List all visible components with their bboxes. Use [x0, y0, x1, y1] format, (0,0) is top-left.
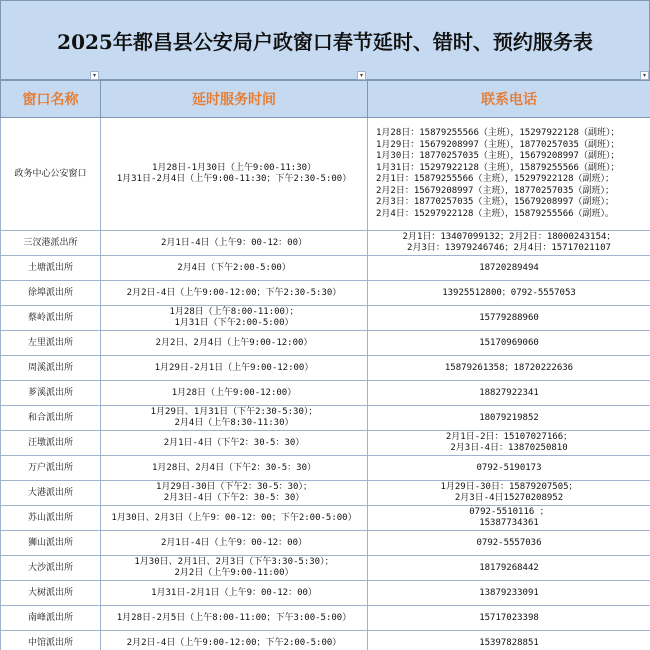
- table-row: [1, 331, 650, 356]
- service-time-cell: 1月28日-1月30日（上午9:00-11:30） 1月31日-2月4日（上午9:00-11:30；下午2:30-5:00）: [101, 118, 368, 231]
- phone-cell: 15717023398: [368, 606, 650, 631]
- table-row: [1, 406, 650, 431]
- phone-cell: [368, 118, 650, 231]
- window-name-cell: 万户派出所: [1, 456, 101, 481]
- schedule-table: [0, 80, 650, 650]
- phone-line: 2月3日：18770257035（主班），15679208997（副班）；: [376, 197, 615, 207]
- service-time-cell: 1月28日（上午9:00-12:00）: [101, 381, 368, 406]
- window-name-cell: 左里派出所: [1, 331, 101, 356]
- service-time-cell: 1月30日、2月1日、2月3日（下午3:30-5:30）； 2月2日（上午9:00-11:00）: [101, 556, 368, 581]
- table-row: [1, 231, 650, 256]
- window-name-cell: 土塘派出所: [1, 256, 101, 281]
- table-header-row: [1, 81, 650, 118]
- table-body: [1, 118, 650, 650]
- phone-cell: 18179268442: [368, 556, 650, 581]
- phone-cell: 2月1日-2日：15107027166； 2月3日-4日：13870250810: [368, 431, 650, 456]
- window-name-cell: 和合派出所: [1, 406, 101, 431]
- phone-cell: 2月1日：13407099132；2月2日：18000243154； 2月3日：13979246746；2月4日：15717021107: [368, 231, 650, 256]
- window-name-cell: 三汊港派出所: [1, 231, 101, 256]
- phone-cell: 0792-5557036: [368, 531, 650, 556]
- table-row: [1, 581, 650, 606]
- window-name-cell: 大树派出所: [1, 581, 101, 606]
- phone-cell: 18827922341: [368, 381, 650, 406]
- service-time-cell: 1月28日、2月4日（下午2：30-5：30）: [101, 456, 368, 481]
- table-row: [1, 556, 650, 581]
- phone-cell: 18720289494: [368, 256, 650, 281]
- phone-line: 2月1日：15879255566（主班），15297922128（副班）；: [376, 174, 615, 184]
- column-header-phone: 联系电话: [368, 81, 650, 118]
- window-name-cell: 狮山派出所: [1, 531, 101, 556]
- phone-cell: 15170969060: [368, 331, 650, 356]
- column-header-window-name: 窗口名称: [1, 81, 101, 118]
- window-name-cell: 南峰派出所: [1, 606, 101, 631]
- table-row: [1, 481, 650, 506]
- page-title: 2025年都昌县公安局户政窗口春节延时、错时、预约服务表: [0, 0, 650, 80]
- phone-cell: 1月29日-30日：15879207505； 2月3日-4日15270208952: [368, 481, 650, 506]
- window-name-cell: 中馆派出所: [1, 631, 101, 650]
- window-name-cell: 苏山派出所: [1, 506, 101, 531]
- table-row: [1, 306, 650, 331]
- phone-line: 1月29日：15679208997（主班），18770257035（副班）；: [376, 139, 620, 150]
- service-time-cell: 2月2日-4日（上午9:00-12:00；下午2:30-5:30）: [101, 281, 368, 306]
- service-time-cell: 2月2日-4日（上午9:00-12:00；下午2:00-5:00）: [101, 631, 368, 650]
- phone-cell: 0792-5510116 ； 15387734361: [368, 506, 650, 531]
- filter-dropdown-icon[interactable]: ▾: [90, 71, 99, 80]
- table-row: [1, 531, 650, 556]
- window-name-cell: 大沙派出所: [1, 556, 101, 581]
- service-time-cell: 2月4日（下午2:00-5:00）: [101, 256, 368, 281]
- phone-line: 1月30日：18770257035（主班），15679208997（副班）；: [376, 151, 620, 161]
- phone-cell: 15397828851: [368, 631, 650, 650]
- table-row: [1, 631, 650, 650]
- window-name-cell: 徐埠派出所: [1, 281, 101, 306]
- service-time-cell: 2月1日-4日（下午2：30-5：30）: [101, 431, 368, 456]
- service-time-cell: 1月29日、1月31日（下午2:30-5:30）； 2月4日（上午8:30-11:30）: [101, 406, 368, 431]
- phone-cell: 15879261358；18720222636: [368, 356, 650, 381]
- phone-line: 1月28日：15879255566（主班），15297922128（副班）；: [376, 128, 620, 138]
- column-header-service-time: 延时服务时间: [101, 81, 368, 118]
- table-row: [1, 431, 650, 456]
- service-time-cell: 1月29日-2月1日（上午9:00-12:00）: [101, 356, 368, 381]
- phone-cell: 13925512800；0792-5557053: [368, 281, 650, 306]
- table-row: [1, 256, 650, 281]
- service-time-cell: 2月1日-4日（上午9：00-12：00）: [101, 231, 368, 256]
- phone-cell: 13879233091: [368, 581, 650, 606]
- table-row: [1, 118, 650, 231]
- filter-dropdown-icon[interactable]: ▾: [640, 71, 649, 80]
- phone-cell: 15779288960: [368, 306, 650, 331]
- window-name-cell: 汪墩派出所: [1, 431, 101, 456]
- filter-dropdown-icon[interactable]: ▾: [357, 71, 366, 80]
- window-name-cell: 周溪派出所: [1, 356, 101, 381]
- phone-line: 2月2日：15679208997（主班），18770257035（副班）；: [376, 185, 615, 196]
- table-row: [1, 506, 650, 531]
- window-name-cell: 政务中心公安窗口: [1, 118, 101, 231]
- service-time-cell: 1月28日-2月5日（上午8:00-11:00；下午3:00-5:00）: [101, 606, 368, 631]
- table-row: [1, 281, 650, 306]
- service-time-cell: 1月28日（上午8:00-11:00）； 1月31日（下午2:00-5:00）: [101, 306, 368, 331]
- service-time-cell: 1月31日-2月1日（上午9：00-12：00）: [101, 581, 368, 606]
- window-name-cell: 蔡岭派出所: [1, 306, 101, 331]
- service-time-cell: 1月29日-30日（下午2：30-5：30）； 2月3日-4日（下午2：30-5：30）: [101, 481, 368, 506]
- window-name-cell: 大港派出所: [1, 481, 101, 506]
- phone-line: 1月31日：15297922128（主班），15879255566（副班）；: [376, 162, 620, 173]
- service-time-cell: 2月1日-4日（上午9：00-12：00）: [101, 531, 368, 556]
- phone-line: 2月4日：15297922128（主班），15879255566（副班）。: [376, 208, 615, 219]
- phone-cell: 18079219852: [368, 406, 650, 431]
- phone-cell: 0792-5190173: [368, 456, 650, 481]
- table-row: [1, 381, 650, 406]
- table-row: [1, 606, 650, 631]
- service-time-cell: 1月30日、2月3日（上午9：00-12：00；下午2:00-5:00）: [101, 506, 368, 531]
- window-name-cell: 芗溪派出所: [1, 381, 101, 406]
- table-row: [1, 356, 650, 381]
- table-row: [1, 456, 650, 481]
- service-time-cell: 2月2日、2月4日（上午9:00-12:00）: [101, 331, 368, 356]
